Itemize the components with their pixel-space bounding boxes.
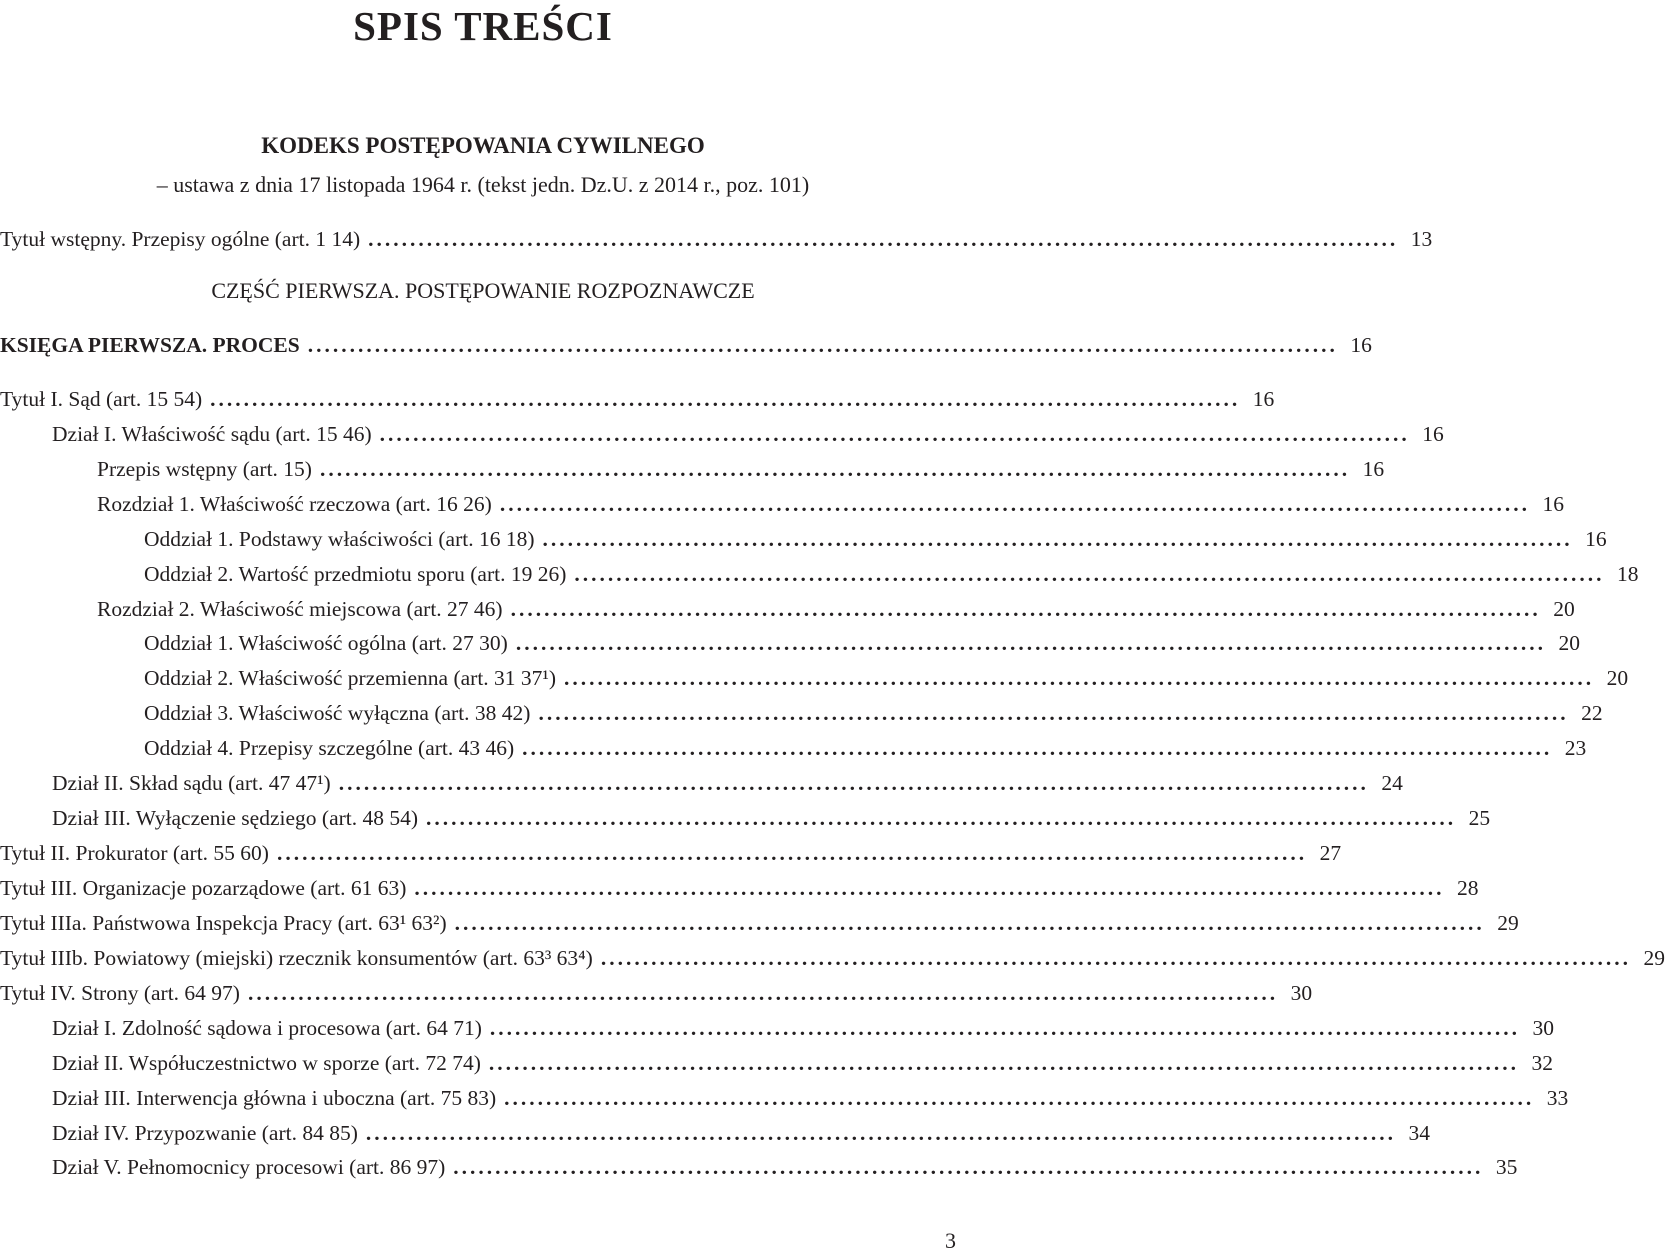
toc-leader-dots: ........................................................................................................................... xyxy=(515,631,1546,655)
toc-entry-label: Oddział 2. Wartość przedmiotu sporu (art. 19 26) xyxy=(144,562,567,586)
toc-leader-dots: ........................................................................................................................... xyxy=(210,387,1241,411)
toc-entry xyxy=(0,1118,1431,1148)
toc-entry-page: 18 xyxy=(1617,562,1639,586)
toc-entry-label: Tytuł I. Sąd (art. 15 54) xyxy=(0,387,203,411)
toc-entry-label: Oddział 1. Właściwość ogólna (art. 27 30) xyxy=(144,631,508,655)
toc-entry-page: 30 xyxy=(1290,981,1313,1005)
toc-leader-dots: ........................................................................................................................... xyxy=(276,841,1308,865)
toc-leader-dots: ........................................................................................................................... xyxy=(504,1086,1535,1110)
toc-entry-label: Rozdział 1. Właściwość rzeczowa (art. 16 26) xyxy=(97,492,492,516)
toc-leader-dots: ........................................................................................................................... xyxy=(564,666,1595,690)
toc-entry-page: 22 xyxy=(1581,701,1603,725)
toc-entry-page: 23 xyxy=(1564,736,1587,760)
toc-entry-page: 34 xyxy=(1408,1121,1431,1145)
toc-leader-dots: ........................................................................................................................... xyxy=(522,736,1553,760)
toc-entry xyxy=(0,698,1603,728)
toc-entry-page: 13 xyxy=(1410,227,1433,251)
toc-entry-page: 32 xyxy=(1531,1051,1553,1075)
toc-entry-label: Tytuł II. Prokurator (art. 55 60) xyxy=(0,841,269,865)
toc-entry xyxy=(0,803,1491,833)
toc-entry-page: 35 xyxy=(1495,1155,1518,1179)
toc-leader-dots: ........................................................................................................................... xyxy=(338,771,1369,795)
page-number: 3 xyxy=(945,1228,956,1253)
toc-entry xyxy=(0,663,1629,693)
toc-entry xyxy=(0,330,1372,360)
toc-entry-page: 16 xyxy=(1252,387,1275,411)
toc-leader-dots: ........................................................................................................................... xyxy=(426,806,1457,830)
toc-leader-dots: ........................................................................................................................... xyxy=(510,597,1541,621)
toc-entry-page: 30 xyxy=(1532,1016,1554,1040)
toc-entry xyxy=(0,384,1275,414)
toc-leader-dots: ........................................................................................................................... xyxy=(454,911,1485,935)
toc-entry-label: Rozdział 2. Właściwość miejscowa (art. 27 46) xyxy=(97,597,503,621)
toc-entry-label: Dział III. Wyłączenie sędziego (art. 48 54) xyxy=(52,806,419,830)
toc-entry-label: Przepis wstępny (art. 15) xyxy=(97,457,312,481)
code-subtitle: – ustawa z dnia 17 listopada 1964 r. (tekst jedn. Dz.U. z 2014 r., poz. 101) xyxy=(156,172,810,197)
toc-entry-page: 16 xyxy=(1362,457,1385,481)
toc-entry xyxy=(0,224,1433,254)
toc-entry-label: Oddział 1. Podstawy właściwości (art. 16 18) xyxy=(144,527,535,551)
toc-entry-label: Tytuł III. Organizacje pozarządowe (art. 61 63) xyxy=(0,876,407,900)
toc-entry xyxy=(0,1152,1518,1182)
toc-leader-dots: ........................................................................................................................... xyxy=(414,876,1445,900)
part-heading: CZĘŚĆ PIERWSZA. POSTĘPOWANIE ROZPOZNAWCZE xyxy=(211,278,755,303)
toc-leader-dots: ........................................................................................................................... xyxy=(574,562,1605,586)
toc-leader-dots: ........................................................................................................................... xyxy=(542,527,1573,551)
toc-entry-label: Oddział 4. Przepisy szczególne (art. 43 46) xyxy=(144,736,515,760)
toc-entry-page: 16 xyxy=(1542,492,1564,516)
toc-leader-dots: ........................................................................................................................... xyxy=(600,946,1631,970)
toc-entry-page: 27 xyxy=(1319,841,1342,865)
toc-entry-label: Dział III. Interwencja główna i uboczna (art. 75 83) xyxy=(52,1086,497,1110)
toc-entry xyxy=(0,628,1580,658)
toc-leader-dots: ........................................................................................................................... xyxy=(538,701,1569,725)
toc-leader-dots: ........................................................................................................................... xyxy=(319,457,1351,481)
toc-entry-label: Tytuł IV. Strony (art. 64 97) xyxy=(0,981,240,1005)
code-title: KODEKS POSTĘPOWANIA CYWILNEGO xyxy=(261,133,705,158)
toc-entry xyxy=(0,908,1519,938)
toc-entry-page: 33 xyxy=(1546,1086,1569,1110)
toc-entry-label: Dział II. Skład sądu (art. 47 47¹) xyxy=(52,771,331,795)
toc-entry xyxy=(0,733,1587,763)
toc-entry-label: Dział II. Współuczestnictwo w sporze (art. 72 74) xyxy=(52,1051,481,1075)
toc-entry-label: Dział IV. Przypozwanie (art. 84 85) xyxy=(52,1121,358,1145)
toc-entry-label: Oddział 3. Właściwość wyłączna (art. 38 42) xyxy=(144,701,531,725)
toc-entry-page: 16 xyxy=(1585,527,1607,551)
page-title: SPIS TREŚCI xyxy=(353,3,613,49)
toc-entry-label: Tytuł IIIb. Powiatowy (miejski) rzecznik konsumentów (art. 63³ 63⁴) xyxy=(0,946,593,970)
toc-entry-label: Dział V. Pełnomocnicy procesowi (art. 86 97) xyxy=(52,1155,446,1179)
toc-entry-page: 20 xyxy=(1558,631,1580,655)
toc-leader-dots: ........................................................................................................................... xyxy=(365,1121,1397,1145)
toc-entry-label: Oddział 2. Właściwość przemienna (art. 31 37¹) xyxy=(144,666,557,690)
toc-entry xyxy=(0,419,1444,449)
toc-leader-dots: ........................................................................................................................... xyxy=(368,227,1399,251)
toc-entry xyxy=(0,978,1313,1008)
toc-entry xyxy=(0,559,1639,589)
toc-entry-page: 28 xyxy=(1457,876,1479,900)
toc-entry-page: 20 xyxy=(1553,597,1575,621)
toc-entry-page: 16 xyxy=(1350,333,1372,357)
toc-entry-page: 16 xyxy=(1422,422,1444,446)
toc-entry xyxy=(0,489,1564,519)
toc-entry-label: Tytuł wstępny. Przepisy ogólne (art. 1 14) xyxy=(0,227,361,251)
toc-leader-dots: ........................................................................................................................... xyxy=(489,1016,1520,1040)
toc-entry-page: 29 xyxy=(1497,911,1519,935)
toc-entry xyxy=(0,524,1607,554)
toc-leader-dots: ........................................................................................................................... xyxy=(379,422,1410,446)
toc-entry xyxy=(0,1083,1569,1113)
toc-entry xyxy=(0,1048,1553,1078)
toc-entry xyxy=(0,1013,1554,1043)
toc-leader-dots: ........................................................................................................................... xyxy=(488,1051,1519,1075)
toc-entry-page: 25 xyxy=(1468,806,1491,830)
toc-entry xyxy=(0,873,1479,903)
toc-entry-label: Tytuł IIIa. Państwowa Inspekcja Pracy (art. 63¹ 63²) xyxy=(0,911,447,935)
toc-leader-dots: ........................................................................................................................... xyxy=(499,492,1530,516)
toc-entry-label: Dział I. Właściwość sądu (art. 15 46) xyxy=(52,422,372,446)
toc-entry xyxy=(0,454,1385,484)
toc-leader-dots: ........................................................................................................................... xyxy=(247,981,1279,1005)
toc-entry xyxy=(0,943,1665,973)
toc-entry-page: 24 xyxy=(1381,771,1403,795)
toc-entry-page: 29 xyxy=(1643,946,1665,970)
toc-entry xyxy=(0,768,1403,798)
toc-entry-page: 20 xyxy=(1606,666,1629,690)
toc-entry xyxy=(0,838,1342,868)
toc-entry-label: KSIĘGA PIERWSZA. PROCES xyxy=(0,333,300,357)
toc-entry-label: Dział I. Zdolność sądowa i procesowa (art. 64 71) xyxy=(52,1016,482,1040)
toc-entry xyxy=(0,594,1575,624)
toc-leader-dots: ........................................................................................................................... xyxy=(453,1155,1484,1179)
toc-leader-dots: ........................................................................................................................... xyxy=(307,333,1338,357)
